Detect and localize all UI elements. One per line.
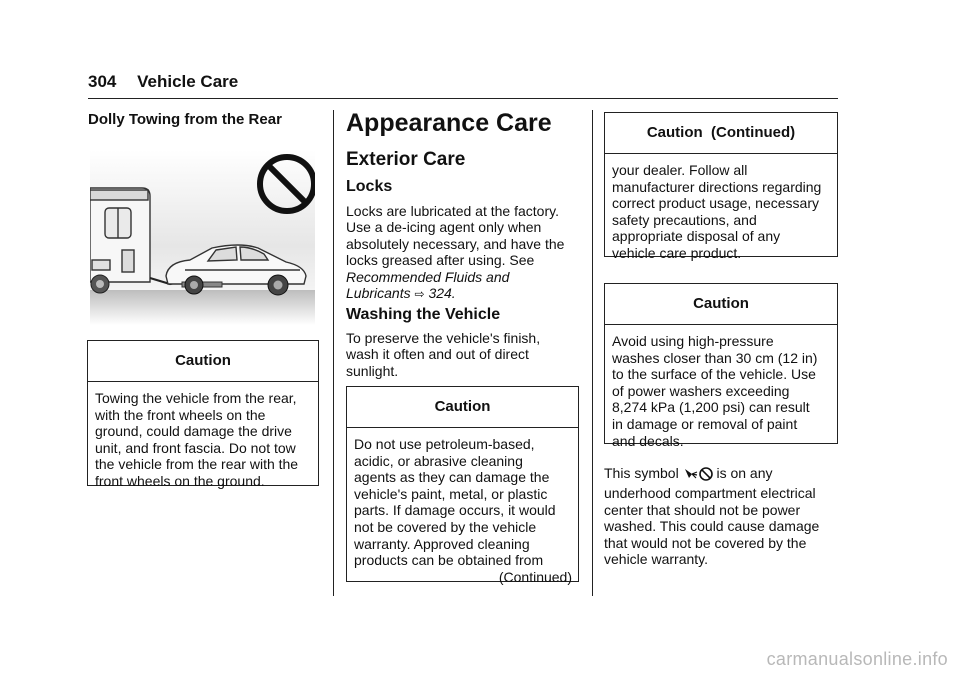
exterior-care-subtitle: Exterior Care bbox=[346, 149, 466, 170]
caution-line: Towing the vehicle from the rear, bbox=[95, 390, 297, 406]
text-line: To preserve the vehicle's finish, bbox=[346, 330, 541, 346]
text-line: absolutely necessary, and have the bbox=[346, 235, 565, 252]
caution-title: Caution (Continued) bbox=[605, 113, 837, 154]
caution-line: front wheels on the ground. bbox=[95, 472, 265, 489]
washing-paragraph bbox=[346, 330, 586, 379]
caution-text bbox=[347, 428, 578, 569]
caution-line: of power washers exceeding bbox=[612, 382, 790, 399]
text-line: wash it often and out of direct bbox=[346, 346, 529, 363]
caution-line: Avoid using high-pressure bbox=[612, 333, 774, 349]
caution-line: to the surface of the vehicle. Use bbox=[612, 366, 816, 383]
caution-line: washes closer than 30 cm (12 in) bbox=[612, 349, 818, 366]
caution-line: vehicle's paint, metal, or plastic bbox=[354, 485, 548, 502]
caution-line: agents as they can damage the bbox=[354, 469, 550, 486]
caution-line: not be covered by the vehicle bbox=[354, 518, 537, 535]
caution-text bbox=[605, 325, 837, 449]
text-line: sunlight. bbox=[346, 362, 399, 379]
caution-box-towing bbox=[87, 340, 319, 489]
caution-text bbox=[88, 382, 318, 490]
caution-line: products can be obtained from bbox=[354, 552, 544, 569]
caution-line: and decals. bbox=[612, 432, 684, 449]
text-line: Locks are lubricated at the factory. bbox=[346, 203, 559, 219]
caution-line: appropriate disposal of any bbox=[612, 228, 781, 245]
symbol-intro: This symbol bbox=[604, 465, 679, 481]
text-line: locks greased after using. See bbox=[346, 252, 535, 269]
locks-heading: Locks bbox=[346, 178, 393, 195]
caution-line: parts. If damage occurs, it would bbox=[354, 502, 556, 519]
caution-line: manufacturer directions regarding bbox=[612, 178, 822, 195]
caution-line: vehicle care product. bbox=[612, 244, 742, 261]
caution-box-cleaning bbox=[346, 386, 579, 585]
page-reference[interactable]: 324 bbox=[428, 285, 452, 302]
column-divider-2 bbox=[592, 110, 593, 596]
locks-paragraph: Locks are lubricated at the factory. Use a de-icing agent only when absolutely necessary, and have the locks greased after using. See Recommended Fluids and Lubricants ⇨ 324. bbox=[346, 203, 586, 302]
watermark: carmanualsonline.info bbox=[766, 649, 948, 669]
caution-line: unit, and front fascia. Do not tow bbox=[95, 439, 296, 456]
text-line: that would not be covered by the bbox=[604, 534, 807, 551]
header-rule bbox=[88, 98, 838, 99]
caution-line: your dealer. Follow all bbox=[612, 162, 748, 178]
caution-line: the vehicle from the rear with the bbox=[95, 456, 299, 473]
caution-box-pressure bbox=[604, 283, 838, 449]
symbol-paragraph bbox=[604, 465, 844, 567]
column-divider-1 bbox=[333, 110, 334, 596]
caution-title: Caution bbox=[88, 341, 318, 382]
text-line: washed. This could cause damage bbox=[604, 518, 820, 535]
caution-text bbox=[605, 154, 837, 262]
dolly-towing-illustration bbox=[90, 150, 315, 325]
text-line: center that should not be power bbox=[604, 501, 801, 518]
symbol-intro-tail: is on any bbox=[716, 465, 773, 481]
caution-title: Caution bbox=[605, 284, 837, 325]
text-line: underhood compartment electrical bbox=[604, 485, 816, 502]
section-title: Vehicle Care bbox=[137, 72, 239, 91]
continued-label: (Continued) bbox=[498, 568, 572, 585]
caution-line: in damage or removal of paint bbox=[612, 415, 798, 432]
caution-line: Do not use petroleum-based, bbox=[354, 436, 535, 452]
text-line: vehicle warranty. bbox=[604, 551, 709, 568]
caution-line: with the front wheels on the bbox=[95, 406, 266, 423]
caution-title: Caution bbox=[347, 387, 578, 428]
caution-line: 8,274 kPa (1,200 psi) can result bbox=[612, 399, 810, 416]
caution-line: correct product usage, necessary bbox=[612, 195, 819, 212]
dolly-towing-heading: Dolly Towing from the Rear bbox=[88, 111, 282, 128]
appearance-care-title: Appearance Care bbox=[346, 109, 552, 137]
caution-box-continued bbox=[604, 112, 838, 261]
cross-reference-title[interactable]: Recommended Fluids and bbox=[346, 268, 510, 285]
washing-heading: Washing the Vehicle bbox=[346, 306, 501, 323]
text-line: Use a de-icing agent only when bbox=[346, 219, 542, 236]
page-number: 304 bbox=[88, 72, 117, 91]
caution-line: ground, could damage the drive bbox=[95, 423, 292, 440]
caution-line: warranty. Approved cleaning bbox=[354, 535, 530, 552]
no-water-spray-icon bbox=[683, 465, 713, 481]
cross-reference-title[interactable]: Lubricants bbox=[346, 285, 411, 302]
caution-line: safety precautions, and bbox=[612, 211, 757, 228]
page-header bbox=[88, 72, 238, 92]
page-ref-arrow-icon: ⇨ bbox=[414, 287, 425, 302]
caution-line: acidic, or abrasive cleaning bbox=[354, 452, 523, 469]
